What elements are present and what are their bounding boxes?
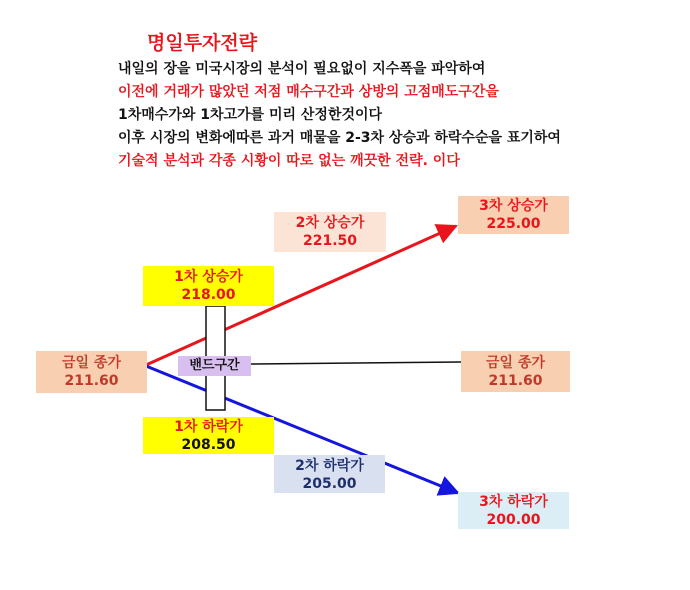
first-fall-label: 1차 하락가: [174, 419, 243, 435]
second-rise-box: [274, 212, 386, 252]
second-fall-box: [274, 455, 385, 493]
first-rise-value: 218.00: [181, 287, 236, 303]
close-price-right-box: [461, 351, 570, 392]
intro-line-2: 이전에 거래가 많았던 저점 매수구간과 상방의 고점매도구간을: [118, 84, 499, 100]
intro-line-4: 이후 시장의 변화에따른 과거 매물을 2-3차 상승과 하락수순을 표기하여: [118, 130, 561, 146]
third-fall-box: [458, 492, 569, 529]
flat-close-line: [250, 362, 461, 364]
band-zone-label: 밴드구간: [178, 356, 251, 376]
intro-line-1: 내일의 장을 미국시장의 분석이 필요없이 지수폭을 파악하여: [118, 61, 486, 77]
close-price-left-box: [36, 351, 147, 393]
first-fall-value: 208.50: [181, 437, 236, 453]
close-right-value: 211.60: [488, 373, 543, 389]
close-right-label: 금일 종가: [486, 355, 545, 371]
third-rise-label: 3차 상승가: [479, 198, 548, 214]
second-rise-value: 221.50: [302, 233, 358, 249]
close-left-value: 211.60: [64, 373, 119, 389]
second-rise-label: 2차 상승가: [295, 215, 365, 231]
first-rise-box: [143, 266, 274, 306]
third-rise-value: 225.00: [486, 216, 541, 232]
first-rise-label: 1차 상승가: [174, 269, 243, 285]
first-fall-box: [143, 417, 274, 454]
second-fall-label: 2차 하락가: [295, 458, 364, 474]
third-rise-box: [458, 196, 569, 234]
page-title: 명일투자전략: [147, 32, 258, 54]
close-left-label: 금일 종가: [62, 355, 121, 371]
intro-line-3: 1차매수가와 1차고가를 미리 산정한것이다: [118, 107, 383, 123]
third-fall-value: 200.00: [486, 512, 541, 528]
third-fall-label: 3차 하락가: [479, 494, 548, 510]
second-fall-value: 205.00: [302, 476, 357, 492]
intro-line-5: 기술적 분석과 각종 시황이 따로 없는 깨끗한 전략. 이다: [118, 153, 460, 169]
